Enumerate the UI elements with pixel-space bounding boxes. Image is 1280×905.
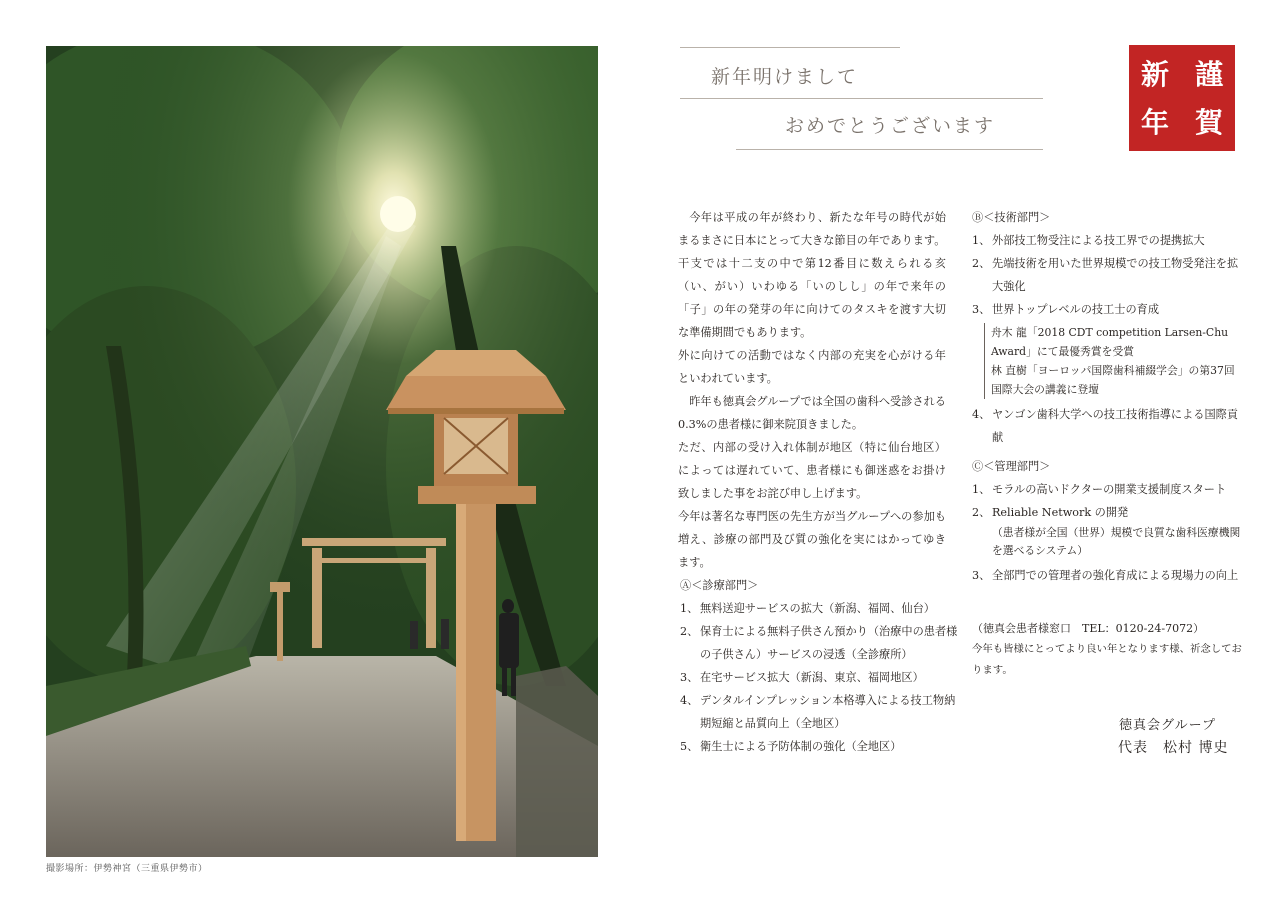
list-text: 世界トップレベルの技工士の育成 [992, 303, 1160, 316]
greeting-line-2: おめでとうございます [785, 115, 996, 137]
photo-illustration [46, 46, 598, 857]
list-number: 5、 [680, 740, 699, 753]
contact-block [972, 618, 1242, 681]
list-item [972, 501, 1242, 524]
section-tech-title: Ⓑ＜技術部門＞ [972, 211, 1051, 224]
list-number: 4、 [680, 694, 699, 707]
list-text: 衛生士による予防体制の強化（全地区） [700, 740, 902, 753]
list-text: 無料送迎サービスの拡大（新潟、福岡、仙台） [700, 602, 935, 615]
list-item [972, 298, 1242, 321]
photo-caption: 撮影場所：伊勢神宮（三重県伊勢市） [46, 864, 208, 874]
seal-char-1: 謹 [1194, 58, 1223, 91]
list-number: 2、 [680, 625, 699, 638]
list-number: 1、 [972, 234, 991, 247]
section-admin-title: Ⓒ＜管理部門＞ [972, 460, 1051, 473]
signature-representative: 代表 松村 博史 [1118, 740, 1229, 756]
list-item [680, 689, 960, 735]
list-item [972, 564, 1242, 587]
list-item [972, 252, 1242, 298]
list-text: 外部技工物受注による技工界での提携拡大 [992, 234, 1205, 247]
greeting-line-1: 新年明けまして [711, 66, 859, 88]
list-number: 3、 [972, 303, 991, 316]
list-text: ヤンゴン歯科大学への技工技術指導による国際貢献 [992, 408, 1239, 444]
award-item-1: 舟木 龍「2018 CDT competition Larsen-Chu Award」にて最優秀賞を受賞 [991, 326, 1229, 358]
list-item [680, 597, 960, 620]
list-text: 保育士による無料子供さん預かり（治療中の患者様の子供さん）サービスの浸透（全診療所） [700, 625, 958, 661]
intro-paragraph-3: 外に向けての活動ではなく内部の充実を心がける年といわれています。 [678, 349, 946, 385]
intro-paragraph-1: 今年は平成の年が終わり、新たな年号の時代が始まるまさに日本にとって大きな節目の年であります。 [678, 211, 946, 247]
section-medical [680, 574, 960, 758]
list-number: 4、 [972, 408, 991, 421]
top-rule [680, 47, 900, 48]
list-number: 3、 [972, 569, 991, 582]
list-text: モラルの高いドクターの開業支援制度スタート [992, 483, 1227, 496]
patient-contact-line: （徳真会患者様窓口 TEL：0120-24-7072） [972, 622, 1205, 635]
sections-tech-admin [972, 206, 1242, 587]
award-sublist [984, 323, 1242, 399]
list-item [680, 620, 960, 666]
list-text: 先端技術を用いた世界規模での技工物受発注を拡大強化 [992, 257, 1239, 293]
list-text: 在宅サービス拡大（新潟、東京、福岡地区） [700, 671, 924, 684]
list-item [972, 403, 1242, 449]
intro-paragraph-6: 今年は著名な専門医の先生方が当グループへの参加も増え、診療の部門及び質の強化を実にはかってゆきます。 [678, 510, 946, 569]
list-number: 3、 [680, 671, 699, 684]
list-item [680, 666, 960, 689]
list-text: デンタルインプレッション本格導入による技工物納期短縮と品質向上（全地区） [700, 694, 956, 730]
seal-char-2: 賀 [1194, 106, 1223, 139]
list-number: 2、 [972, 506, 991, 519]
intro-paragraph-2: 干支では十二支の中で第12番目に数えられる亥（い、がい）いわゆる「いのしし」の年で来年の「子」の年の発芽の年に向けてのタスキを渡す大切な準備期間でもあります。 [678, 257, 946, 339]
award-item-2: 林 直樹「ヨーロッパ国際歯科補綴学会」の第37回国際大会の講義に登壇 [991, 364, 1235, 396]
signature-organization: 徳真会グループ [1119, 718, 1216, 733]
closing-line: 今年も皆様にとってより良い年となります様、祈念しております。 [972, 643, 1242, 676]
seal-char-4: 年 [1140, 106, 1169, 139]
intro-text [678, 206, 946, 574]
intro-paragraph-5: ただ、内部の受け入れ体制が地区（特に仙台地区）によっては遅れていて、患者様にも御迷惑をお掛け致しました事をお詫び申し上げます。 [678, 441, 946, 500]
list-text: Reliable Network の開発 [992, 506, 1129, 519]
intro-paragraph-4: 昨年も徳真会グループでは全国の歯科へ受診される0.3%の患者様に御来院頂きました。 [678, 395, 946, 431]
seal-char-3: 新 [1140, 58, 1169, 91]
forest-shrine-photo [46, 46, 598, 857]
list-number: 1、 [680, 602, 699, 615]
list-item [680, 735, 960, 758]
middle-rule [680, 98, 1043, 99]
list-text: 全部門での管理者の強化育成による現場力の向上 [992, 569, 1239, 582]
list-note: （患者様が全国（世界）規模で良質な歯科医療機関を選べるシステム） [992, 526, 1241, 557]
kinga-shinnen-seal [1129, 45, 1235, 151]
list-number: 1、 [972, 483, 991, 496]
section-medical-title: Ⓐ＜診療部門＞ [680, 579, 759, 592]
list-item [972, 229, 1242, 252]
list-number: 2、 [972, 257, 991, 270]
list-item [972, 478, 1242, 501]
bottom-rule [736, 149, 1043, 150]
